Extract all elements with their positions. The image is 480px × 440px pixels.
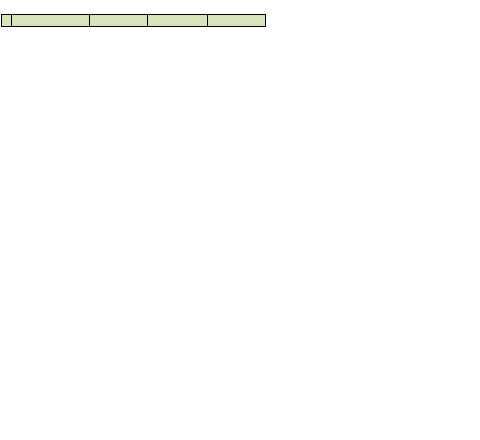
entries-header-row: [2, 15, 266, 27]
entries-table: [1, 14, 266, 27]
header-sire: [90, 15, 148, 27]
header-no: [2, 15, 12, 27]
header-dam-sire: [148, 15, 208, 27]
header-horse: [12, 15, 90, 27]
header-dam-dam-sire: [208, 15, 266, 27]
